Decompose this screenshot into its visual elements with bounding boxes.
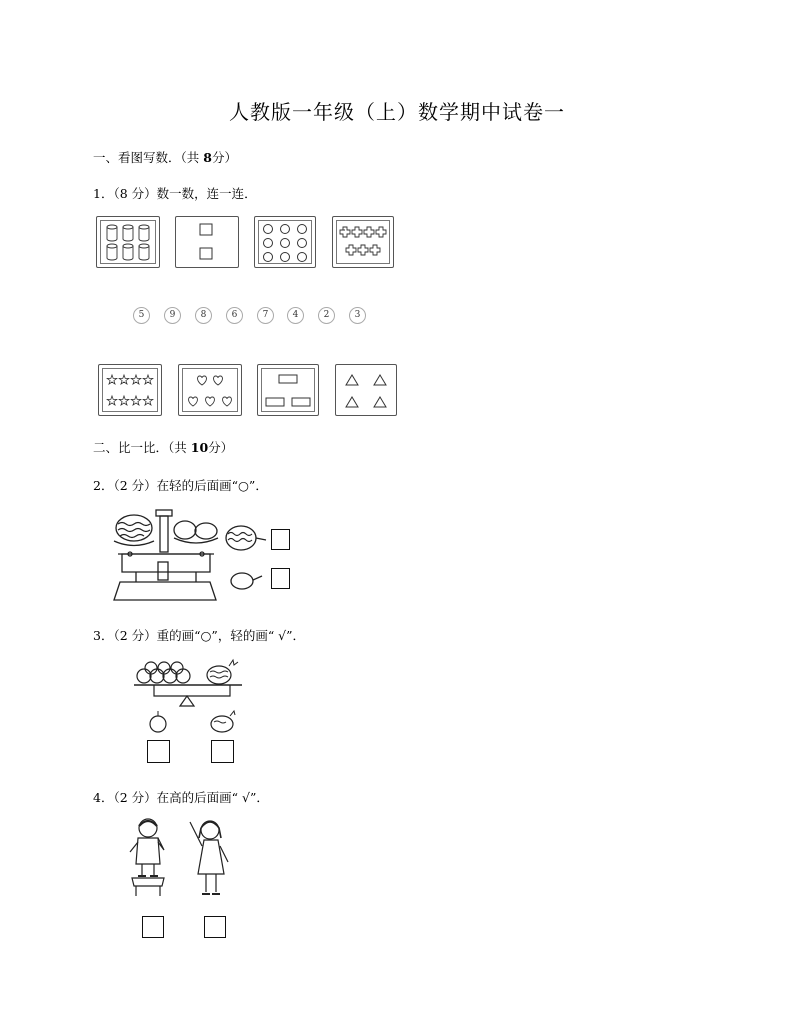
- picture-box-triangles: [335, 364, 397, 416]
- number-circle[interactable]: 6: [226, 307, 243, 324]
- number-circle[interactable]: 5: [133, 307, 150, 324]
- section-2-label: 二、比一比．（共: [93, 440, 187, 455]
- answer-box[interactable]: [142, 916, 164, 938]
- triangles-image: [336, 365, 396, 415]
- answer-box[interactable]: [271, 568, 290, 589]
- picture-box-squares: [175, 216, 239, 268]
- circles-image: [255, 217, 315, 267]
- squares-image: [176, 217, 238, 267]
- number-circle[interactable]: 4: [287, 307, 304, 324]
- question-4-text: 4．（2 分）在高的后面画“ √”．: [93, 790, 269, 805]
- section-1-suffix: 分）: [211, 150, 237, 165]
- picture-box-stars: [98, 364, 162, 416]
- section-1-heading: [93, 148, 237, 166]
- question-2-text: 2．（2 分）在轻的后面画“○”．: [93, 478, 268, 493]
- section-2-heading: [93, 438, 233, 456]
- number-circle[interactable]: 9: [164, 307, 181, 324]
- picture-box-circles: [254, 216, 316, 268]
- hearts-image: [179, 365, 241, 415]
- picture-box-cylinders: [96, 216, 160, 268]
- children-illustration: [124, 816, 248, 912]
- section-1-label: 一、看图写数．（共: [93, 150, 200, 165]
- cylinders-image: [97, 217, 159, 267]
- picture-box-rectangles: [257, 364, 319, 416]
- page-title: 人教版一年级（上）数学期中试卷一: [229, 100, 565, 124]
- picture-box-crosses: [332, 216, 394, 268]
- answer-box[interactable]: [271, 529, 290, 550]
- number-circle[interactable]: 2: [318, 307, 335, 324]
- question-3-text: 3．（2 分）重的画“○”，轻的画“ √”．: [93, 628, 306, 643]
- section-2-suffix: 分）: [208, 440, 234, 455]
- crosses-image: [333, 217, 393, 267]
- q2-fruits: [222, 520, 272, 596]
- answer-box[interactable]: [147, 740, 170, 763]
- answer-box[interactable]: [204, 916, 226, 938]
- number-circle[interactable]: 3: [349, 307, 366, 324]
- answer-box[interactable]: [211, 740, 234, 763]
- stars-image: [99, 365, 161, 415]
- number-circle[interactable]: 7: [257, 307, 274, 324]
- rectangles-image: [258, 365, 318, 415]
- section-2-score: 10: [190, 440, 209, 455]
- question-1-text: 1．（8 分）数一数，连一连．: [93, 186, 257, 201]
- number-circle[interactable]: 8: [195, 307, 212, 324]
- section-1-score: 8: [203, 150, 212, 165]
- picture-box-hearts: [178, 364, 242, 416]
